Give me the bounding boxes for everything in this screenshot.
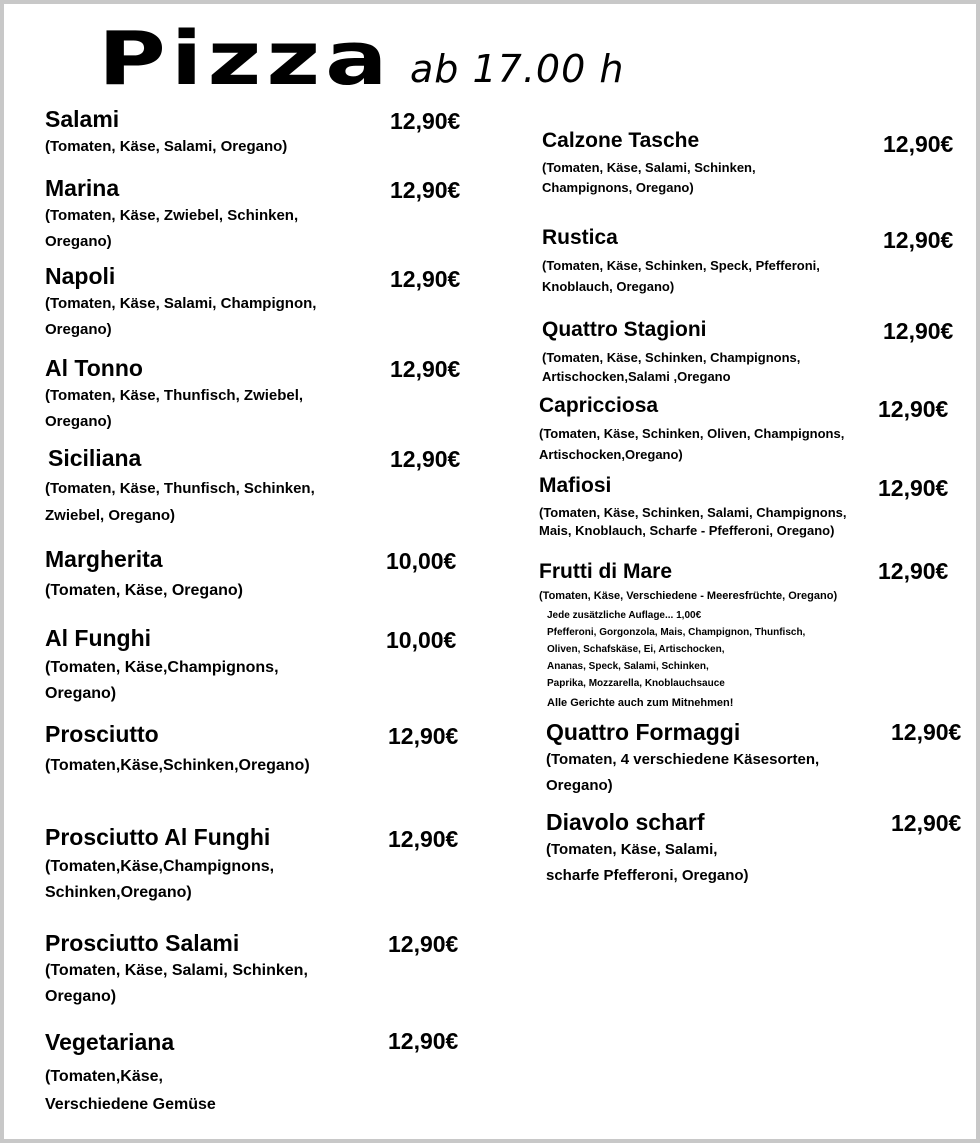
item-price: 12,90€ [891,810,962,836]
item-price: 12,90€ [388,826,459,852]
menu-item-diavolo-scharf [546,809,749,889]
item-price: 12,90€ [388,723,459,749]
item-name: Al Tonno [45,355,143,381]
item-price: 12,90€ [388,931,459,957]
menu-subtitle: ab 17.00 h [410,47,625,91]
item-price: 12,90€ [883,227,954,253]
item-price: 12,90€ [390,108,461,134]
menu-item-capricciosa [539,394,844,465]
item-name: Siciliana [48,445,142,471]
item-price: 12,90€ [883,131,954,157]
item-description: (Tomaten, Käse, Schinken, Oliven, Champignons, Artischocken,Oregano) [539,426,845,463]
extras-line: Pfefferoni, Gorgonzola, Mais, Champignon, Thunfisch, [547,627,806,638]
item-description: (Tomaten, Käse, Schinken, Champignons, Artischocken,Salami ,Oregano [542,350,801,385]
item-name: Al Funghi [45,625,152,651]
item-name: Rustica [542,226,618,249]
menu-item-quattro-stagioni [542,318,800,386]
menu-title: Pizza [98,16,393,102]
item-description: (Tomaten,Käse,Champignons, Schinken,Oregano) [45,858,275,902]
item-name: Napoli [45,263,116,289]
menu-item-frutti-di-mare [539,560,837,605]
menu-item-prosciutto [45,721,310,779]
extras-line: Ananas, Speck, Salami, Schinken, [547,661,709,672]
item-price: 12,90€ [390,356,461,382]
item-description: (Tomaten, Käse, Salami, Oregano) [45,138,288,156]
item-description: (Tomaten, Käse, Salami, Schinken, Oregano) [45,962,308,1006]
item-description: (Tomaten, Käse, Salami, Schinken, Champignons, Oregano) [542,160,756,196]
menu-item-mafiosi [539,474,847,540]
item-name: Prosciutto Al Funghi [45,824,271,850]
item-name: Quattro Formaggi [546,719,741,745]
item-name: Calzone Tasche [542,129,700,152]
item-price: 10,00€ [386,627,457,653]
item-price: 10,00€ [386,548,457,574]
item-price: 12,90€ [390,266,461,292]
menu-item-al-tonno [45,355,303,435]
menu-item-marina [45,175,298,255]
menu-item-napoli [45,263,316,343]
menu-item-vegetariana [45,1029,216,1119]
item-description: (Tomaten, Käse, Verschiedene - Meeresfrüchte, Oregano) [539,590,838,603]
menu-item-prosciutto-al-funghi [45,824,274,906]
menu-item-salami [45,106,287,156]
item-name: Prosciutto Salami [45,930,240,956]
item-price: 12,90€ [878,558,949,584]
item-price: 12,90€ [878,475,949,501]
item-price: 12,90€ [390,446,461,472]
item-price: 12,90€ [891,719,962,745]
item-description: (Tomaten, Käse,Champignons, Oregano) [45,659,279,703]
item-description: (Tomaten, Käse, Salami, Champignon, Oregano) [45,295,317,339]
item-description: (Tomaten, Käse, Schinken, Salami, Champignons, Mais, Knoblauch, Scharfe - Pfefferoni, Oregano) [539,505,847,539]
extra-toppings-note [547,607,805,712]
item-description: (Tomaten, Käse, Salami, scharfe Pfefferoni, Oregano) [546,841,749,885]
menu-item-siciliana [45,445,315,529]
menu-item-prosciutto-salami [45,930,308,1010]
menu-item-al-funghi [45,625,279,707]
item-description: (Tomaten, 4 verschiedene Käsesorten, Oregano) [546,751,820,795]
item-name: Diavolo scharf [546,809,705,835]
item-description: (Tomaten,Käse, Verschiedene Gemüse [45,1068,216,1114]
takeaway-note: Alle Gerichte auch zum Mitnehmen! [547,697,734,709]
item-name: Margherita [45,546,163,572]
item-name: Frutti di Mare [539,560,673,583]
item-price: 12,90€ [883,318,954,344]
item-description: (Tomaten,Käse,Schinken,Oregano) [45,757,310,775]
item-price: 12,90€ [390,177,461,203]
item-name: Vegetariana [45,1029,175,1055]
item-description: (Tomaten, Käse, Schinken, Speck, Pfefferoni, Knoblauch, Oregano) [542,258,820,295]
item-name: Mafiosi [539,474,612,497]
menu-item-margherita [45,546,243,604]
item-description: (Tomaten, Käse, Zwiebel, Schinken, Oregano) [45,207,299,251]
item-price: 12,90€ [388,1028,459,1054]
item-description: (Tomaten, Käse, Thunfisch, Schinken, Zwiebel, Oregano) [45,480,315,525]
menu-item-quattro-formaggi [546,719,819,799]
menu-item-rustica [542,226,820,297]
item-name: Salami [45,106,120,132]
extras-line: Paprika, Mozzarella, Knoblauchsauce [547,678,725,689]
menu-item-calzone-tasche [542,129,756,198]
item-description: (Tomaten, Käse, Oregano) [45,582,243,600]
item-name: Marina [45,175,120,201]
extras-heading: Jede zusätzliche Auflage... 1,00€ [547,610,702,621]
item-name: Prosciutto [45,721,159,747]
item-name: Capricciosa [539,394,659,417]
item-description: (Tomaten, Käse, Thunfisch, Zwiebel, Oregano) [45,387,304,431]
extras-line: Oliven, Schafskäse, Ei, Artischocken, [547,644,725,655]
item-name: Quattro Stagioni [542,318,707,341]
item-price: 12,90€ [878,396,949,422]
